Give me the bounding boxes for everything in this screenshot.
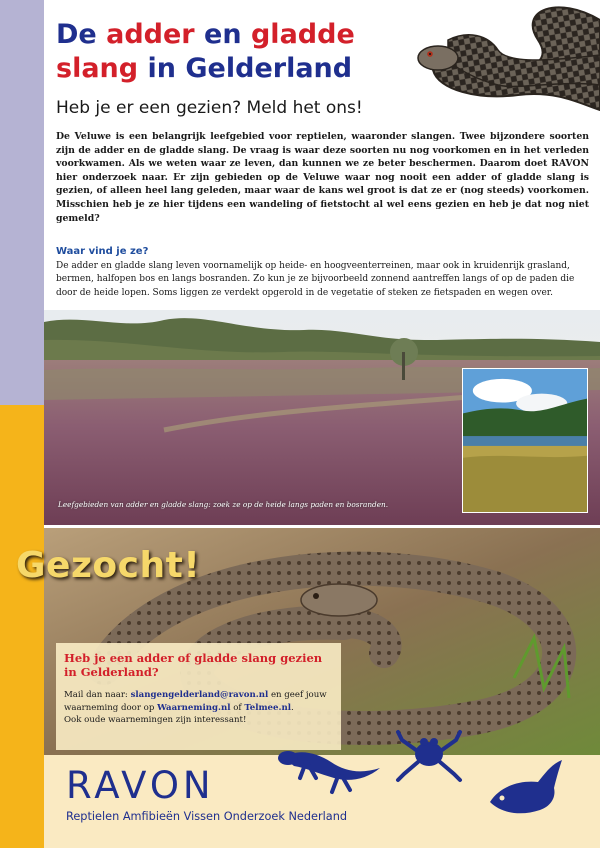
title-adder: adder bbox=[106, 19, 195, 50]
callout-text-part: en geef jouw waarneming door op bbox=[64, 690, 327, 713]
intro-paragraph: De Veluwe is een belangrijk leefgebied voor reptielen, waaronder slangen. Twee bijzondere soorten zijn de adder en de gladde slang. De vraag is waar deze soorten nu nog voorkomen en in het verleden voorkwamen. Als we weten waar ze leven, dan kunnen we ze beter beschermen. Daarom doet RAVON hier onderzoek naar. Er zijn gebieden op de Veluwe waar nog nooit een adder of gladde slang is gezien, of alleen heel lang geleden, maar waar de kans wel groot is dat ze er (nog steeds) voorkomen. Misschien heb je ze hier tijdens een wandeling of fietstocht al wel eens gezien en heb je dat nog niet gemeld? bbox=[56, 131, 589, 224]
ravon-logo: RAVON bbox=[66, 764, 215, 807]
wanted-heading: Gezocht! bbox=[16, 545, 201, 586]
frog-icon bbox=[394, 726, 464, 784]
page-subtitle: Heb je er een gezien? Meld het ons! bbox=[56, 98, 363, 118]
report-callout bbox=[56, 643, 341, 750]
adder-photo bbox=[408, 0, 600, 118]
title-part: in Gelderland bbox=[138, 53, 353, 84]
side-band-lavender bbox=[0, 0, 44, 405]
lizard-icon bbox=[276, 738, 386, 800]
where-paragraph: De adder en gladde slang leven voornamelijk op heide- en hoogveenterreinen, maar ook in kruidenrijk grasland, bermen, halfopen bos en langs bosranden. Zo kun je ze bijvoorbeeld zonnend aantreffen langs of op de paden die door de heide lopen. Soms liggen ze verdekt opgerold in de vegetatie of steken ze fietspaden en wegen over. bbox=[56, 261, 575, 298]
pond-photo bbox=[462, 368, 588, 513]
waarneming-link[interactable]: Waarneming.nl bbox=[157, 702, 231, 713]
callout-text bbox=[64, 689, 333, 727]
email-link[interactable]: slangengelderland@ravon.nl bbox=[130, 690, 269, 700]
page-title bbox=[56, 18, 436, 86]
side-band-amber-footer bbox=[0, 755, 44, 848]
callout-text-part: Mail dan naar: bbox=[64, 690, 131, 700]
callout-old-note: Ook oude waarnemingen zijn interessant! bbox=[64, 715, 247, 725]
photo-caption: Leefgebieden van adder en gladde slang: zoek ze op de heide langs paden en bosranden. bbox=[58, 500, 389, 509]
title-gladde-slang: gladde slang bbox=[56, 19, 355, 84]
ravon-tagline: Reptielen Amfibieën Vissen Onderzoek Nederland bbox=[66, 810, 348, 823]
title-part: De bbox=[56, 19, 107, 50]
fish-icon bbox=[486, 758, 566, 820]
callout-text-part: of bbox=[230, 702, 245, 713]
where-heading: Waar vind je ze? bbox=[56, 246, 149, 257]
callout-text-part: . bbox=[291, 702, 294, 713]
callout-heading: Heb je een adder of gladde slang gezien in Gelderland? bbox=[64, 651, 323, 679]
title-part: en bbox=[194, 19, 251, 50]
telmee-link[interactable]: Telmee.nl bbox=[244, 702, 292, 713]
